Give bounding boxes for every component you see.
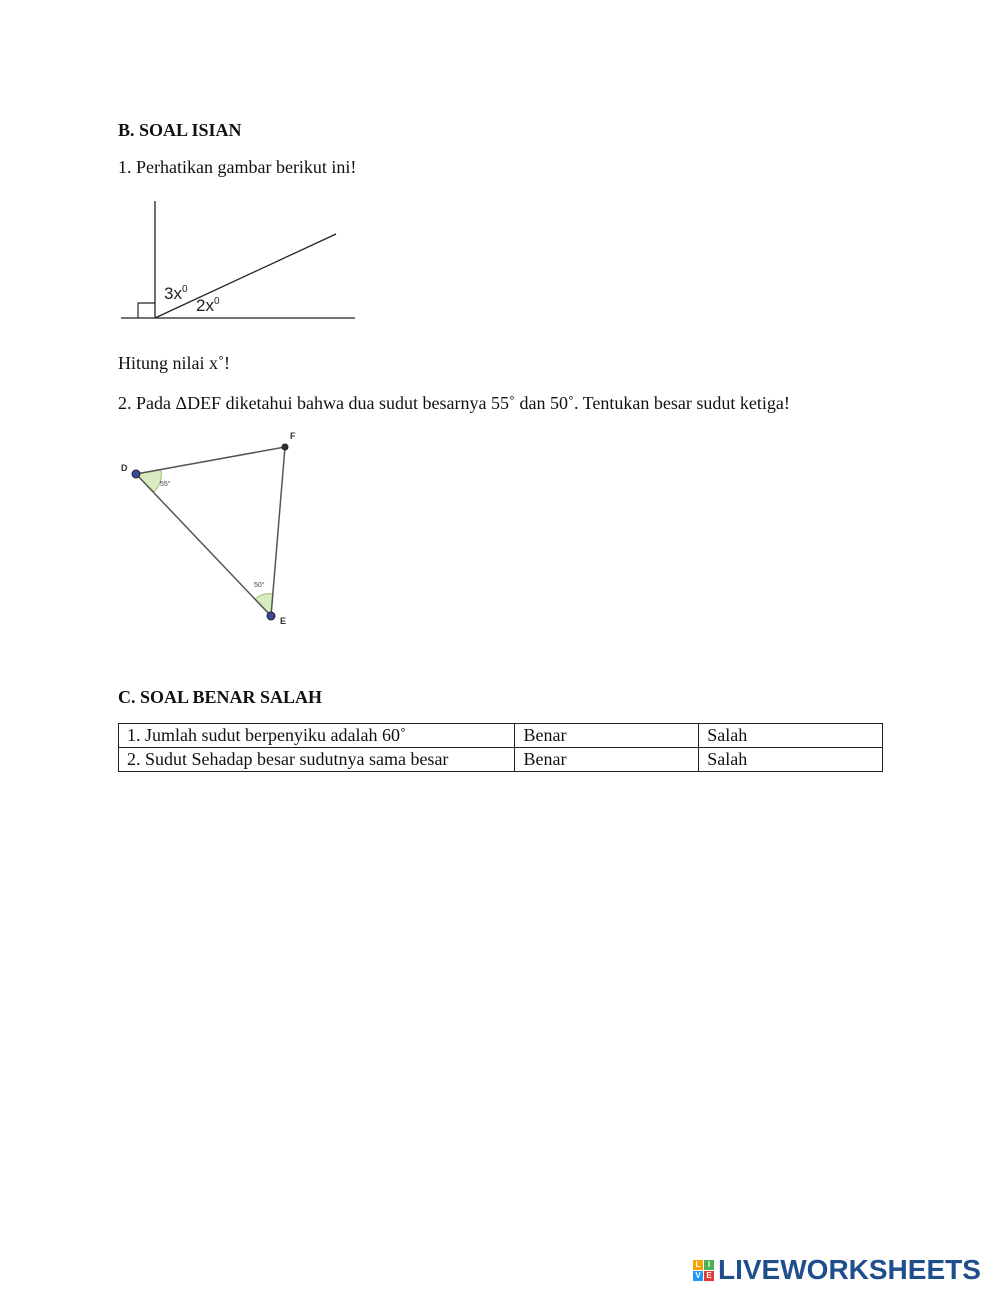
liveworksheets-logo (693, 1255, 993, 1285)
benar-option[interactable]: Benar (515, 724, 699, 748)
side-fe (271, 447, 285, 616)
statement-cell: 1. Jumlah sudut berpenyiku adalah 60˚ (119, 724, 515, 748)
table-row (119, 748, 883, 772)
question-2-text: 2. Pada ΔDEF diketahui bahwa dua sudut besarnya 55˚ dan 50˚. Tentukan besar sudut ketiga! (118, 393, 790, 413)
side-de (136, 474, 271, 616)
angle-label-2x: $2x^0$ (196, 296, 220, 315)
salah-option[interactable]: Salah (699, 748, 883, 772)
logo-grid-icon (693, 1260, 714, 1281)
angle-e-label: 50° (254, 582, 265, 589)
table-row (119, 724, 883, 748)
vertex-d-point (132, 470, 140, 478)
logo-letter-v: V (693, 1271, 703, 1281)
angle-d-label: 55° (160, 481, 171, 488)
section-c-title: C. SOAL BENAR SALAH (118, 687, 323, 707)
slanted-ray (155, 234, 336, 318)
angle-label-3x: $3x^0$ (164, 284, 188, 303)
question-1-text: 1. Perhatikan gambar berikut ini! (118, 157, 357, 177)
vertex-f-label: F (290, 431, 296, 441)
benar-option[interactable]: Benar (515, 748, 699, 772)
question-1-prompt: Hitung nilai x˚! (118, 353, 230, 373)
figure-triangle-def (118, 428, 308, 633)
logo-letter-e: E (704, 1271, 714, 1281)
vertex-d-label: D (121, 463, 128, 473)
vertex-f-point (282, 444, 288, 450)
statement-cell: 2. Sudut Sehadap besar sudutnya sama besar (119, 748, 515, 772)
side-df (136, 447, 285, 474)
vertex-e-label: E (280, 616, 287, 626)
salah-option[interactable]: Salah (699, 724, 883, 748)
logo-text: LIVEWORKSHEETS (718, 1254, 981, 1285)
logo-letter-l: L (693, 1260, 703, 1270)
vertex-e-point (267, 612, 275, 620)
logo-letter-i: I (704, 1260, 714, 1270)
true-false-table (118, 723, 883, 772)
right-angle-mark (138, 303, 155, 318)
figure-complementary-angles (118, 195, 363, 325)
section-b-title: B. SOAL ISIAN (118, 120, 242, 140)
